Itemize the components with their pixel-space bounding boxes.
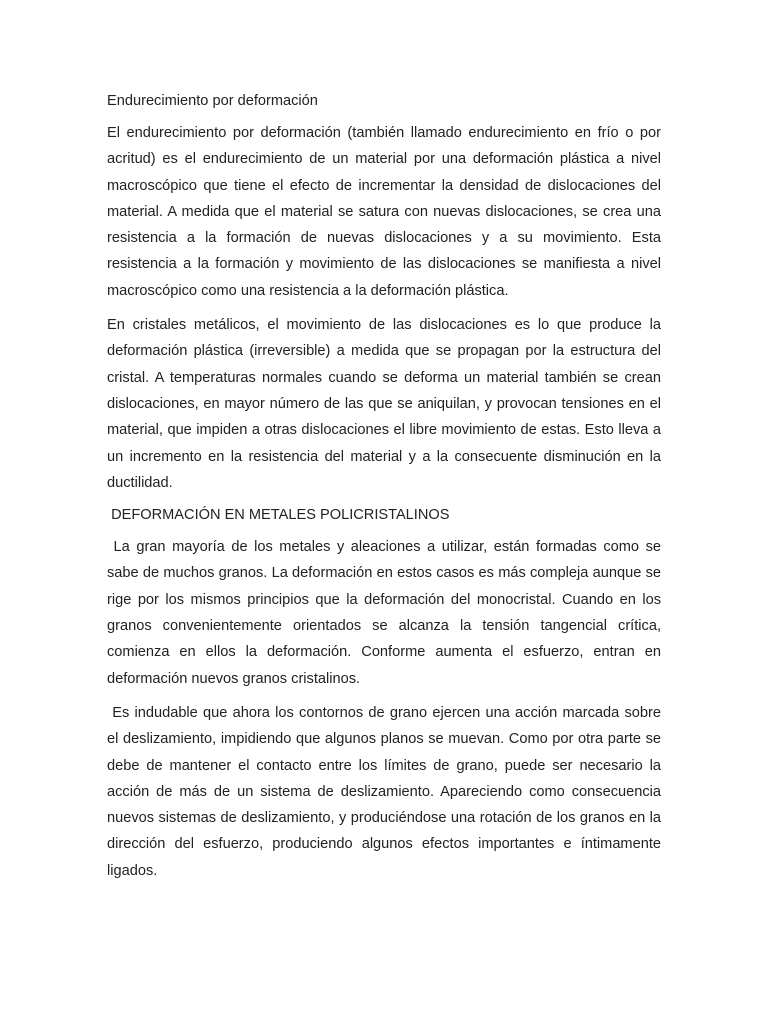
- paragraph-metallic-crystals: En cristales metálicos, el movimiento de las dislocaciones es lo que produce la deformación plástica (irreversible) a medida que se propagan por la estructura del cristal. A temperaturas normales cuando se deforma un material también se crean dislocaciones, en mayor número de las que se aniquilan, y provocan tensiones en el material, que impiden a otras dislocaciones el libre movimiento de estas. Esto lleva a un incremento en la resistencia del material y a la consecuente disminución en la ductilidad.: [107, 317, 666, 491]
- document-title: Endurecimiento por deformación: [107, 93, 318, 109]
- paragraph-strain-hardening-definition: El endurecimiento por deformación (también llamado endurecimiento en frío o por acritud) es el endurecimiento de un material por una deformación plástica a nivel macroscópico que tiene el efecto de incrementar la densidad de dislocaciones del material. A medida que el material se satura con nuevas dislocaciones, se crea una resistencia a la formación de nuevas dislocaciones y a su movimiento. Esta resistencia a la formación y movimiento de las dislocaciones se manifiesta a nivel macroscópico como una resistencia a la deformación plástica.: [107, 125, 666, 299]
- paragraph-grain-boundaries: Es indudable que ahora los contornos de grano ejercen una acción marcada sobre el deslizamiento, impidiendo que algunos planos se muevan. Como por otra parte se debe de mantener el contacto entre los límites de grano, puede ser necesario la acción de más de un sistema de deslizamiento. Apareciendo como consecuencia nuevos sistemas de deslizamiento, y produciéndose una rotación de los granos en la dirección del esfuerzo, produciendo algunos efectos importantes e íntimamente ligados.: [107, 704, 666, 879]
- document-body: [107, 90, 666, 892]
- paragraph-polycrystalline-grains: La gran mayoría de los metales y aleaciones a utilizar, están formadas como se sabe de muchos granos. La deformación en estos casos es más compleja aunque se rige por los mismos principios que la deformación del monocristal. Cuando en los granos convenientemente orientados se alcanza la tensión tangencial crítica, comienza en ellos la deformación. Conforme aumenta el esfuerzo, entran en deformación nuevos granos cristalinos.: [107, 539, 666, 687]
- section-heading-polycrystalline: DEFORMACIÓN EN METALES POLICRISTALINOS: [107, 507, 450, 524]
